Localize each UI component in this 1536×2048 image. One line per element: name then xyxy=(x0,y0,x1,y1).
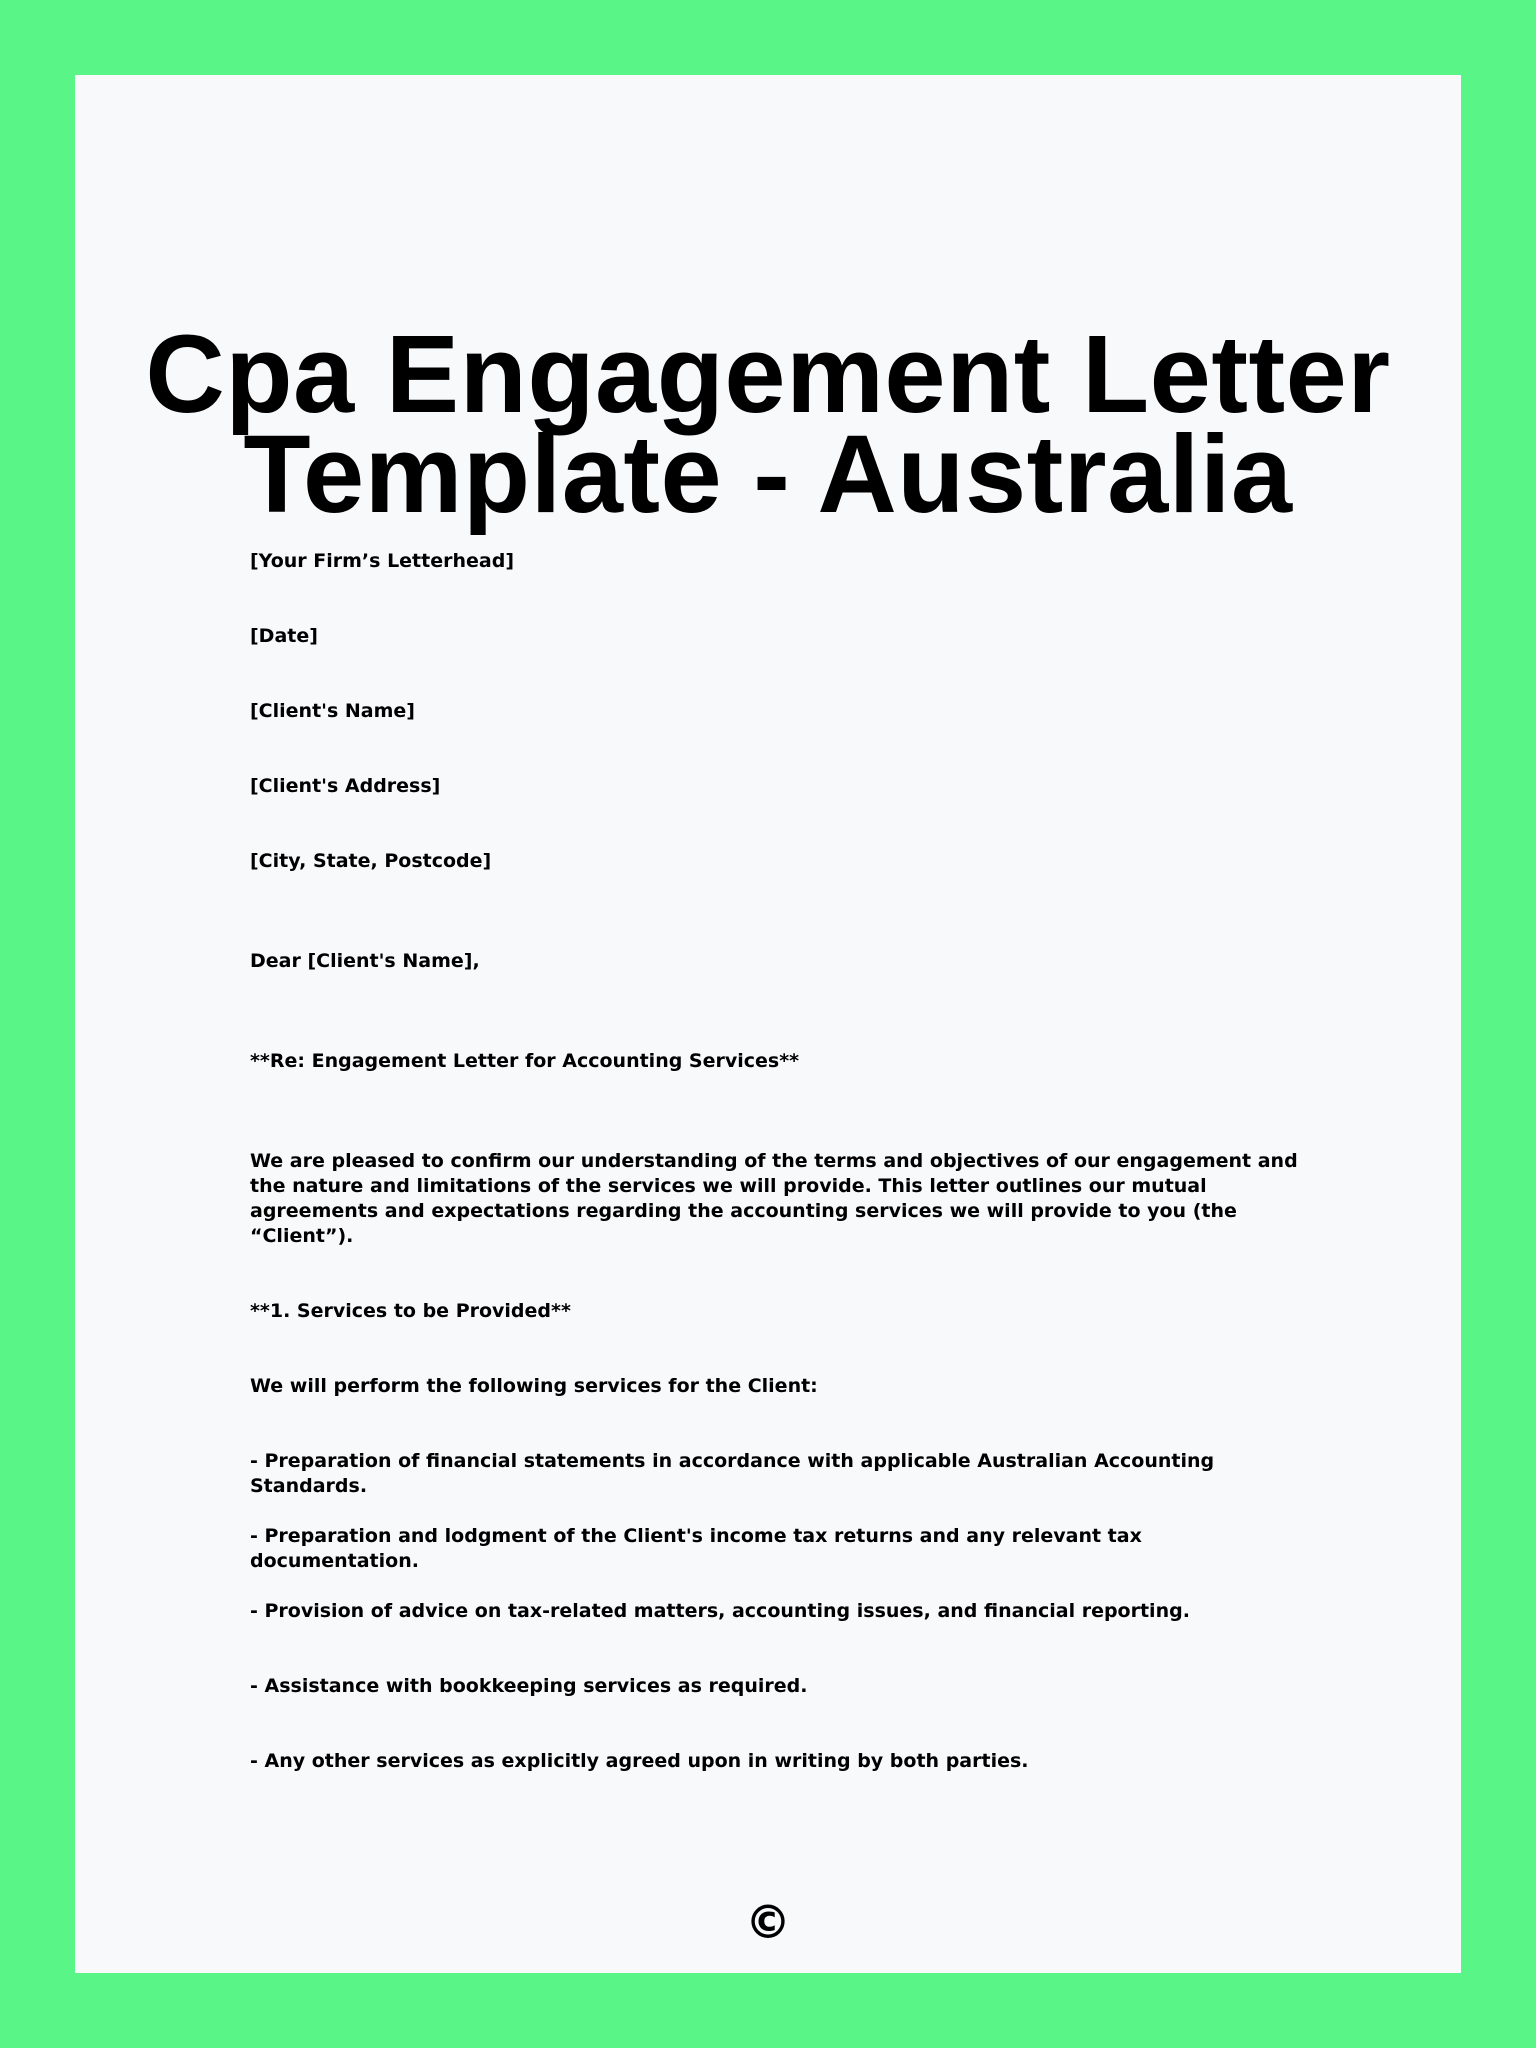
client-address: [Client's Address] xyxy=(250,775,441,797)
subject-line: **Re: Engagement Letter for Accounting Services** xyxy=(250,1050,800,1072)
service-item: - Preparation and lodgment of the Client's income tax returns and any relevant tax documentation. xyxy=(250,1525,1142,1572)
client-city-state-postcode: [City, State, Postcode] xyxy=(250,850,492,872)
section-1-heading: **1. Services to be Provided** xyxy=(250,1300,571,1322)
service-item: - Assistance with bookkeeping services as required. xyxy=(250,1675,808,1697)
copyright-icon: © xyxy=(745,1895,791,1949)
letter-date: [Date] xyxy=(250,625,318,647)
title-line-1: Cpa Engagement Letter xyxy=(145,313,1391,436)
service-item: - Any other services as explicitly agreed upon in writing by both parties. xyxy=(250,1750,1029,1772)
document-page xyxy=(75,75,1461,1973)
client-name: [Client's Name] xyxy=(250,700,415,722)
firm-letterhead: [Your Firm’s Letterhead] xyxy=(250,550,514,572)
salutation: Dear [Client's Name], xyxy=(250,950,480,972)
document-title xyxy=(75,313,1461,536)
title-line-2: Template - Australia xyxy=(243,413,1293,536)
service-item: - Provision of advice on tax-related matters, accounting issues, and financial reporting. xyxy=(250,1600,1190,1622)
intro-paragraph: We are pleased to confirm our understanding of the terms and objectives of our engagement and the nature and limitations of the services we will provide. This letter outlines our mutual agreements and expectations regarding the accounting services we will provide to you (the “Client”). xyxy=(250,1150,1298,1247)
service-item: - Preparation of financial statements in accordance with applicable Australian Accounting Standards. xyxy=(250,1450,1215,1497)
section-1-intro: We will perform the following services for the Client: xyxy=(250,1375,818,1397)
